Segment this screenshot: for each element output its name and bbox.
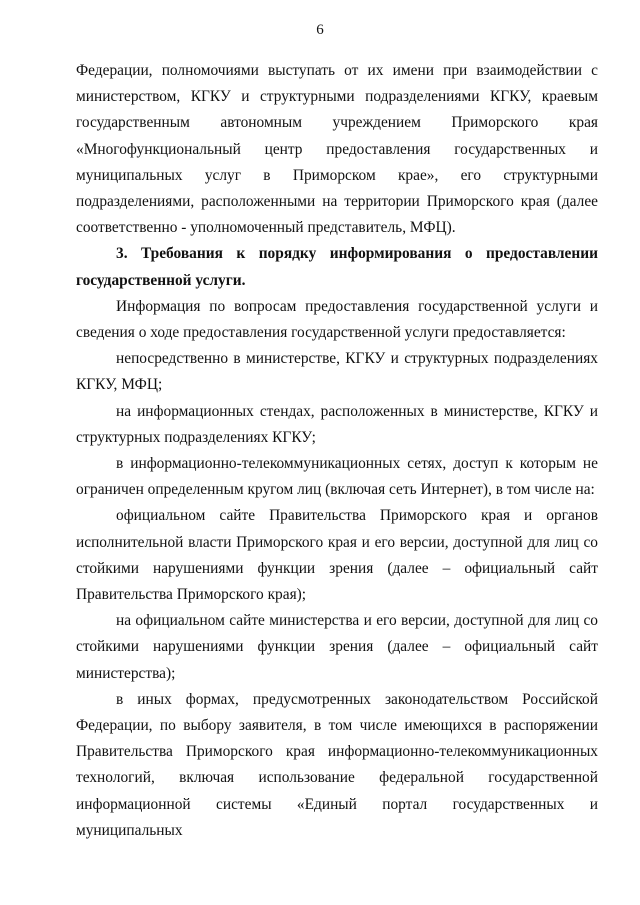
paragraph-continuation: Федерации, полномочиями выступать от их имени при взаимодействии с министерством, КГКУ и структурными подразделениями КГКУ, краевым государственным автономным учреждением Приморского края «Многофункциональный центр предоставления государственных и муниципальных услуг в Приморском крае», его структурными подразделениями, расположенными на территории Приморского края (далее соответственно - уполномоченный представитель, МФЦ). <box>76 62 598 237</box>
paragraph-gov-site: официальном сайте Правительства Приморского края и органов исполнительной власти Приморского края и его версии, доступной для лиц со стойкими нарушениями функции зрения (далее – официальный сайт Правительства Приморского края); <box>76 507 598 604</box>
paragraph-networks: в информационно-телекоммуникационных сетях, доступ к которым не ограничен определенным кругом лиц (включая сеть Интернет), в том числе на: <box>76 455 598 499</box>
page-number: 6 <box>316 22 324 38</box>
paragraph-direct: непосредственно в министерстве, КГКУ и структурных подразделениях КГКУ, МФЦ; <box>76 350 598 394</box>
paragraph-ministry-site: на официальном сайте министерства и его версии, доступной для лиц со стойкими нарушениями функции зрения (далее – официальный сайт министерства); <box>76 612 598 682</box>
paragraph-other-forms: в иных формах, предусмотренных законодательством Российской Федерации, по выбору заявителя, в том числе имеющихся в распоряжении Правительства Приморского края информационно-телекоммуникационных технологий, включая использование федеральной государственной информационной системы «Единый портал государственных и муниципальных <box>76 690 598 839</box>
paragraph-info-intro: Информация по вопросам предоставления государственной услуги и сведения о ходе предоставления государственной услуги предоставляется: <box>76 297 598 342</box>
section-heading: 3. Требования к порядку информирования о предоставлении государственной услуги. <box>76 245 598 289</box>
paragraph-stands: на информационных стендах, расположенных в министерстве, КГКУ и структурных подразделениях КГКУ; <box>76 402 598 446</box>
document-body <box>76 58 598 844</box>
